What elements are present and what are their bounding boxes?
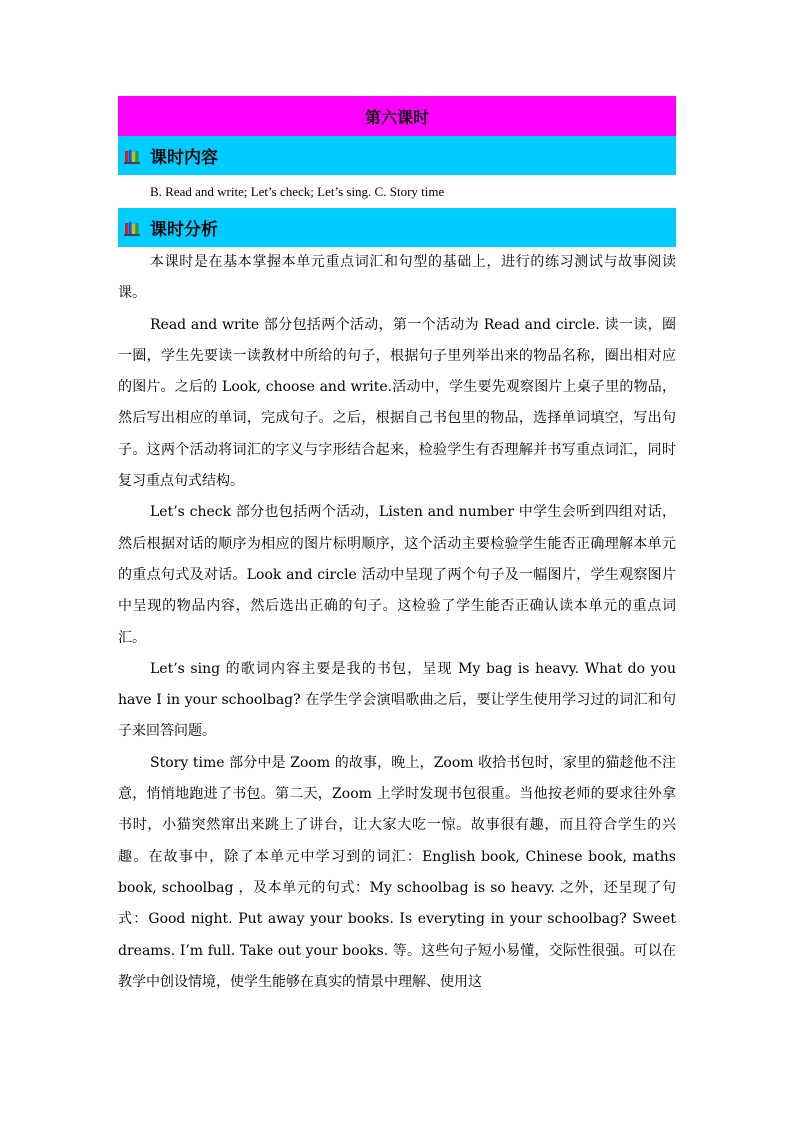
lesson-content-text: B. Read and write; Let’s check; Let’s sing. C. Story time bbox=[150, 183, 445, 199]
lesson-title-bar bbox=[118, 96, 676, 136]
section-heading-analysis: 课时分析 bbox=[150, 220, 218, 240]
section-header-content bbox=[118, 136, 676, 175]
book-icon bbox=[124, 148, 140, 164]
lesson-title: 第六课时 bbox=[364, 107, 429, 127]
book-icon bbox=[124, 220, 140, 236]
analysis-paragraph: Read and write 部分包括两个活动，第一个活动为 Read and circle. 读一读，圈一圈，学生先要读一读教材中所给的句子，根据句子里列举出来的物品名称，圈出相对应的图片。之后的 Look, choose and write.活动中，学生要先观察图片上桌子里的物品，然后写出相应的单词，完成句子。之后，根据自己书包里的物品，选择单词填空，写出句子。这两个活动将词汇的字义与字形结合起来，检验学生有否理解并书写重点词汇，同时复习重点句式结构。 bbox=[118, 316, 676, 490]
section-header-analysis bbox=[118, 208, 676, 247]
analysis-paragraph: 本课时是在基本掌握本单元重点词汇和句型的基础上，进行的练习测试与故事阅读课。 bbox=[118, 254, 676, 302]
analysis-body bbox=[118, 247, 676, 998]
analysis-paragraph: Let’s check 部分也包括两个活动，Listen and number 中学生会听到四组对话，然后根据对话的顺序为相应的图片标明顺序，这个活动主要检验学生能否正确理解本单元的重点句式及对话。Look and circle 活动中呈现了两个句子及一幅图片，学生观察图片中呈现的物品内容，然后选出正确的句子。这检验了学生能否正确认读本单元的重点词汇。 bbox=[118, 504, 676, 646]
section-heading-content: 课时内容 bbox=[150, 148, 218, 168]
analysis-paragraph: Story time 部分中是 Zoom 的故事，晚上，Zoom 收拾书包时，家里的猫趁他不注意，悄悄地跑进了书包。第二天，Zoom 上学时发现书包很重。当他按老师的要求往外拿书时，小猫突然窜出来跳上了讲台，让大家大吃一惊。故事很有趣，而且符合学生的兴趣。在故事中，除了本单元中学习到的词汇：English book, Chinese book, maths book, schoolbag ，及本单元的句式：My schoolbag is so heavy. 之外，还呈现了句式：Good night. Put away your books. Is everyting in your schoolbag? Sweet dreams. I’m full. Take out your books. 等。这些句子短小易懂，交际性很强。可以在教学中创设情境，使学生能够在真实的情景中理解、使用这 bbox=[118, 754, 676, 990]
document-page bbox=[118, 96, 676, 998]
analysis-paragraph: Let’s sing 的歌词内容主要是我的书包，呈现 My bag is heavy. What do you have I in your schoolbag? 在学生学会演唱歌曲之后，要让学生使用学习过的词汇和句子来回答问题。 bbox=[118, 660, 676, 740]
